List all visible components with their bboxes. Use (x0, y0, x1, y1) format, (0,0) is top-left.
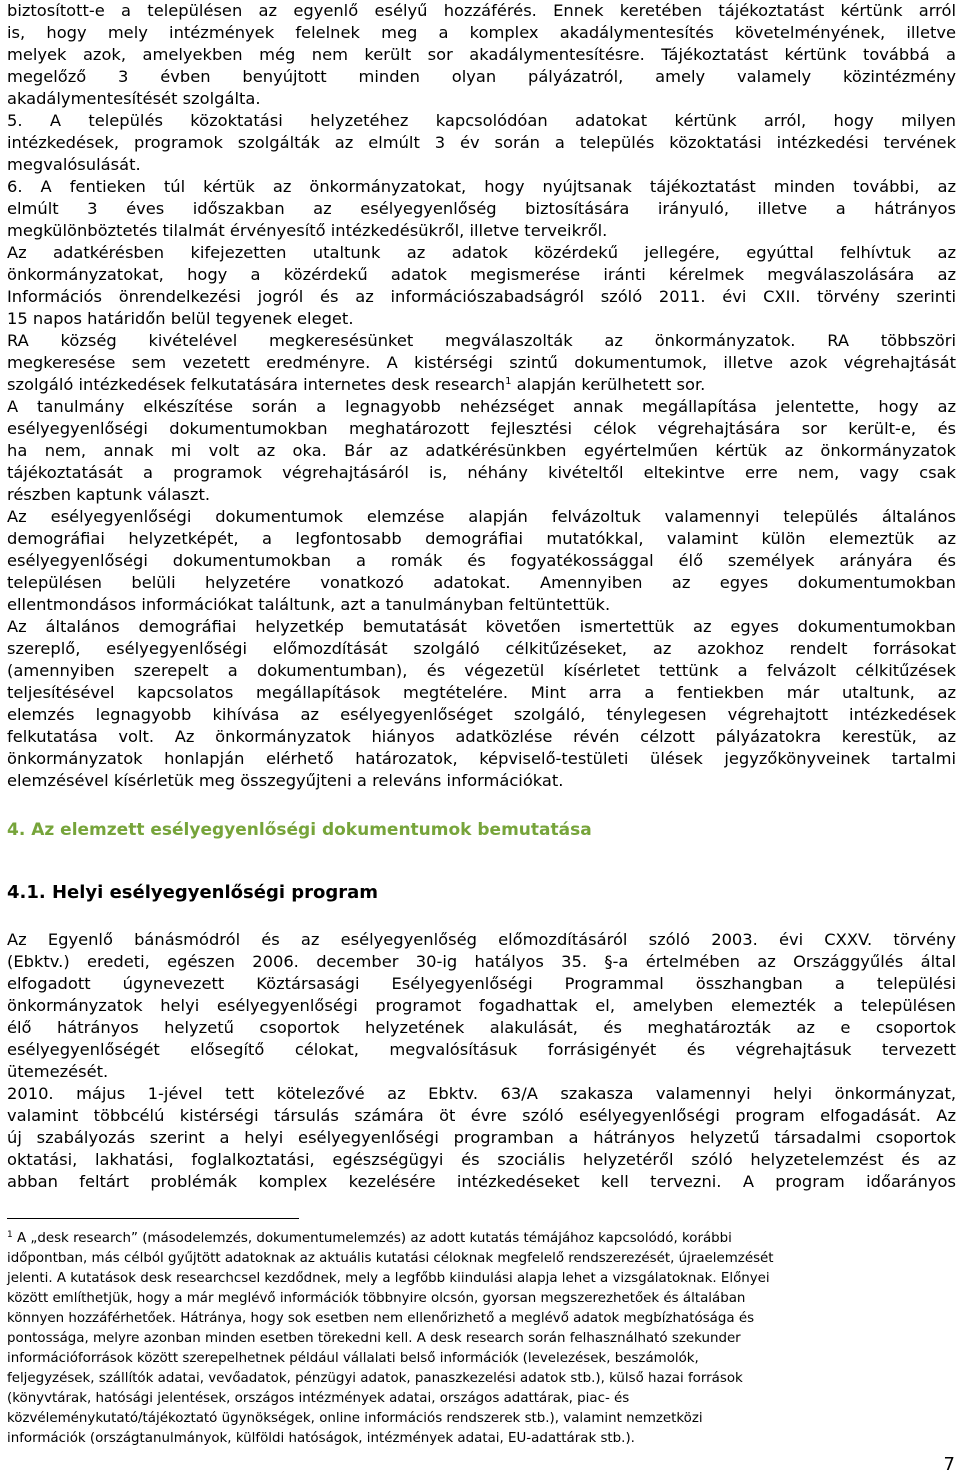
footnote-line: információforrások között szerepelhetnek például vállalati belső információk (levelezések, beszámolók, (7, 1351, 699, 1366)
text-line: is, hogy mely intézmények felelnek meg a komplex akadálymentesítés követelményének, illetve (7, 23, 956, 42)
text-line: esélyegyenlőségi dokumentumokban meghatározott fejlesztési célok végrehajtására sor került-e, és (7, 419, 956, 438)
text-line: abban feltárt problémák komplex kezelésére intézkedéseket kell tervezni. A program időarányos (7, 1172, 956, 1191)
text-line: elmúlt 3 éves időszakban az esélyegyenlőség biztosítására irányuló, illetve a hátrányos (7, 199, 956, 218)
footnote-reference[interactable]: 1 (505, 376, 512, 387)
section-heading: 4. Az elemzett esélyegyenlőségi dokumentumok bemutatása (7, 820, 592, 840)
text-line-with-footnote-ref (7, 374, 956, 396)
text-line: megvalósulását. (7, 155, 141, 174)
footnote-line: jelenti. A kutatások desk researchcsel kezdődnek, mely a legfőbb kiindulási alapja lehet a vizsgálatoknak. Előnyei (7, 1271, 770, 1286)
footnote-line: közvéleménykutató/tájékoztató ügynökségek, online információs rendszerek stb.), valamint nemzetközi (7, 1411, 703, 1426)
text-line: melyek azok, amelyekben még nem került sor akadálymentesítésre. Tájékoztatást kértünk továbbá a (7, 45, 956, 64)
text-line: megelőző 3 évben benyújtott minden olyan pályázatról, amely valamely közintézmény (7, 67, 956, 86)
text-line: elemzés legnagyobb kihívása az esélyegyenlőséget szolgáló, ténylegesen végrehajtott intézkedések (7, 705, 956, 724)
text-line: megkülönböztetés tilalmát érvényesítő intézkedésükről, illetve terveikről. (7, 221, 608, 240)
footnote-line: könnyen hozzáférhetőek. Hátránya, hogy sok esetben nem ellenőrizhető a meglévő adatok megbízhatósága és (7, 1311, 755, 1326)
text-line: A tanulmány elkészítése során a legnagyobb nehézséget annak megállapítása jelentette, hogy az (7, 397, 956, 416)
footnote-number: 1 (7, 1230, 13, 1240)
text-line: 5. A település közoktatási helyzetéhez kapcsolódóan adatokat kértünk arról, hogy milyen (7, 111, 956, 130)
text-line: ellentmondásos információkat találtunk, azt a tanulmányban feltüntettük. (7, 595, 611, 614)
text-line: 2010. május 1-jével tett kötelezővé az Ebktv. 63/A szakasza valamennyi helyi önkormányzat, (7, 1084, 956, 1103)
text-line: élő hátrányos helyzetű csoportok helyzetének alakulását, és meghatározták az e csoportok (7, 1018, 956, 1037)
text-line: Az adatkérésben kifejezetten utaltunk az adatok közérdekű jellegére, egyúttal felhívtuk az (7, 243, 956, 262)
text-line: 15 napos határidőn belül tegyenek eleget. (7, 309, 354, 328)
subsection-heading: 4.1. Helyi esélyegyenlőségi program (7, 882, 379, 903)
text-line: tájékoztatását a programok végrehajtásáról is, néhány kivételtől eltekintve erre nem, vagy csak (7, 463, 956, 482)
text-line: Az esélyegyenlőségi dokumentumok elemzése alapján felvázoltuk valamennyi település általános (7, 507, 956, 526)
text-line: Az általános demográfiai helyzetkép bemutatását követően ismertettük az egyes dokumentumokban (7, 617, 956, 636)
text-segment: alapján kerülhetett sor. (511, 375, 706, 394)
text-line: Információs önrendelkezési jogról és az információszabadságról szóló 2011. évi CXII. törvény szerinti (7, 287, 956, 306)
text-line: (amennyiben szerepelt a dokumentumban), és végezetül kísérletet tettünk a felvázolt célkitűzések (7, 661, 956, 680)
text-line: valamint többcélú kistérségi társulás számára öt évre szóló esélyegyenlőségi program elfogadását. Az (7, 1106, 956, 1125)
text-line: ütemezését. (7, 1062, 109, 1081)
footnote-line: pontossága, melyre azonban minden esetben törekedni kell. A desk research során felhasználható szekunder (7, 1331, 741, 1346)
text-line: 6. A fentieken túl kértük az önkormányzatokat, hogy nyújtsanak tájékoztatást minden további, az (7, 177, 956, 196)
text-line: demográfiai helyzetképét, a legfontosabb demográfiai mutatókkal, valamint külön elemeztük az (7, 529, 956, 548)
footnote-text: A „desk research” (másodelemzés, dokumentumelemzés) az adott kutatás témájához kapcsolódó, korábbi (12, 1231, 732, 1246)
text-line: teljesítésével kapcsolatos megállapítások megtételére. Mint arra a fentiekben már utaltunk, az (7, 683, 956, 702)
text-line: új szabályozás szerint a helyi esélyegyenlőségi programban a hátrányos helyzetű társadalmi csoportok (7, 1128, 956, 1147)
text-line: ha nem, annak mi volt az oka. Bár az adatkérésünkben egyértelműen kértük az önkormányzatok (7, 441, 956, 460)
text-line: esélyegyenlőségét elősegítő célokat, megvalósításuk forrásigényét és végrehajtásuk tervezett (7, 1040, 956, 1059)
text-line: biztosított-e a településen az egyenlő esélyű hozzáférés. Ennek keretében tájékoztatást kértünk arról (7, 1, 956, 20)
text-line: (Ebktv.) eredeti, egészen 2006. december 30-ig hatályos 35. §-a értelmében az Országgyűlés által (7, 952, 956, 971)
text-line: önkormányzatok honlapján elérhető határozatok, képviselő-testületi ülések jegyzőkönyveinek tartalmi (7, 749, 956, 768)
footnote-line (7, 1229, 956, 1249)
text-line: önkormányzatokat, hogy a közérdekű adatok megismerése iránti kérelmek megválaszolására az (7, 265, 956, 284)
text-line: elfogadott úgynevezett Köztársasági Esélyegyenlőségi Programmal összhangban a települési (7, 974, 956, 993)
text-line: részben kaptunk választ. (7, 485, 211, 504)
footnote-line: információk (országtanulmányok, külföldi hatóságok, intézmények adatai, EU-adattárak stb.). (7, 1431, 635, 1446)
text-line: önkormányzatok helyi esélyegyenlőségi programot fogadhattak el, amelyben elemezték a településen (7, 996, 956, 1015)
footnote-line: (könyvtárak, hatósági jelentések, országos intézmények adatai, országos adattárak, piac- és (7, 1391, 630, 1406)
text-line: felkutatása volt. Az önkormányzatok hiányos adatközlése révén célzott pályázatokra kerestük, az (7, 727, 956, 746)
text-line: településen belüli helyzetére vonatkozó adatokat. Amennyiben az egyes dokumentumokban (7, 573, 956, 592)
text-line: elemzésével kísérletük meg összegyűjteni a releváns információkat. (7, 771, 564, 790)
footnote-line: időpontban, más célból gyűjtött adatoknak az aktuális kutatási céloknak megfelelő rendszerezését, újraelemzését (7, 1251, 774, 1266)
page-number: 7 (943, 1454, 955, 1475)
footnote-line: feljegyzések, szállítók adatai, vevőadatok, pénzügyi adatok, panaszkezelési adatok stb.), külső hazai források (7, 1371, 743, 1386)
text-line: intézkedések, programok szolgálták az elmúlt 3 év során a település közoktatási intézkedési tervének (7, 133, 956, 152)
footnote-line: között említhetjük, hogy a már meglévő információk többnyire olcsón, gyorsan megszerezhetőek és általában (7, 1291, 746, 1306)
text-line: oktatási, lakhatási, foglalkoztatási, egészségügyi és szociális helyzetéről szóló helyzetelemzést és az (7, 1150, 956, 1169)
text-line: RA község kivételével megkeresésünket megválaszolták az önkormányzatok. RA többszöri (7, 331, 956, 350)
text-line: esélyegyenlőségi dokumentumokban a romák és fogyatékossággal élő személyek arányára és (7, 551, 956, 570)
text-segment: szolgáló intézkedések felkutatására internetes desk research (7, 375, 506, 394)
text-line: akadálymentesítését szolgálta. (7, 89, 261, 108)
text-line: megkeresése sem vezetett eredményre. A kistérségi szintű dokumentumok, illetve azok végrehajtását (7, 353, 956, 372)
footnote-separator (7, 1218, 299, 1219)
text-line: Az Egyenlő bánásmódról és az esélyegyenlőség előmozdításáról szóló 2003. évi CXXV. törvény (7, 930, 956, 949)
text-line: szereplő, esélyegyenlőségi előmozdítását szolgáló célkitűzéseket, az azokhoz rendelt forrásokat (7, 639, 956, 658)
